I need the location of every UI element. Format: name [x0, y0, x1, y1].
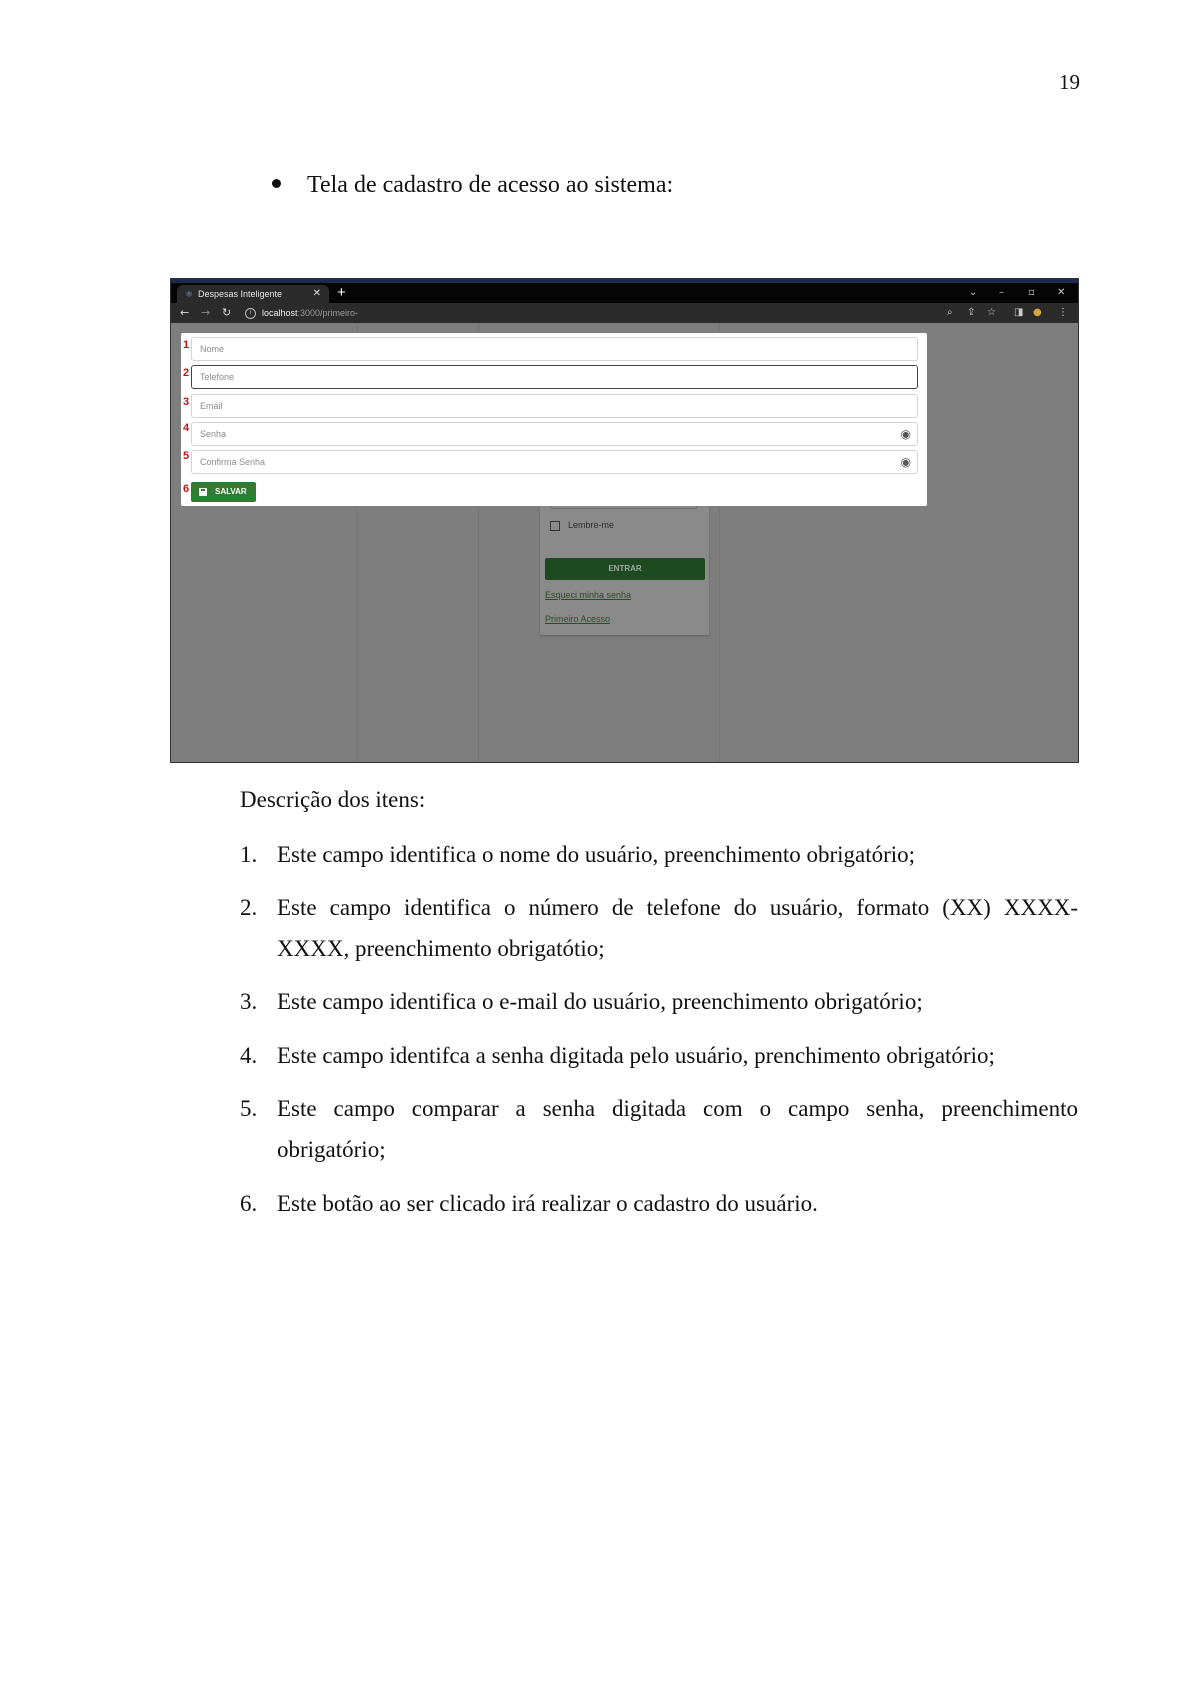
confirm-password-input[interactable]	[191, 450, 918, 474]
first-access-link[interactable]: Primeiro Acesso	[545, 614, 611, 624]
side-panel-icon[interactable]: ◨	[1014, 307, 1024, 318]
page-number: 19	[1059, 70, 1080, 94]
save-button-label: SALVAR	[215, 487, 247, 496]
zoom-icon[interactable]: ⌕	[947, 307, 953, 318]
list-number: 4.	[240, 1043, 258, 1068]
floppy-disk-icon	[199, 488, 207, 496]
confirm-password-placeholder: Confirma Senha	[200, 457, 266, 467]
list-number: 3.	[240, 989, 258, 1014]
list-number: 5.	[240, 1096, 258, 1121]
app-screenshot	[170, 278, 1079, 763]
url-path: :3000/primeiro-	[297, 308, 359, 318]
registration-form	[181, 333, 927, 506]
email-input[interactable]	[191, 394, 918, 418]
list-text: Este botão ao ser clicado irá realizar o cadastro do usuário.	[277, 1191, 818, 1216]
password-input[interactable]	[191, 422, 918, 446]
restore-icon[interactable]: ▫	[1028, 287, 1035, 298]
item-marker-1: 1	[183, 339, 190, 351]
address-bar[interactable]	[245, 306, 385, 320]
login-enter-button[interactable]: ENTRAR	[545, 558, 705, 580]
list-text: Este campo identifica o nome do usuário, preenchimento obrigatório;	[277, 842, 916, 867]
list-item	[240, 887, 1078, 969]
remember-me-label: Lembre-me	[568, 520, 615, 530]
react-icon: ⚛	[185, 289, 194, 299]
tab-title: Despesas Inteligente	[198, 289, 283, 299]
item-marker-4: 4	[183, 422, 190, 434]
list-item	[240, 981, 1078, 1022]
item-marker-5: 5	[183, 450, 190, 462]
reload-icon[interactable]: ↻	[222, 306, 232, 319]
list-text: Este campo comparar a senha digitada com o campo senha, preenchimento obrigatório;	[277, 1096, 1078, 1162]
url-host: localhost	[262, 308, 298, 318]
description-title: Descrição dos itens:	[240, 787, 426, 812]
password-placeholder: Senha	[200, 429, 227, 439]
share-icon[interactable]: ⇪	[967, 307, 976, 318]
back-icon[interactable]: ←	[180, 306, 190, 319]
profile-avatar-icon[interactable]: ●	[1033, 307, 1042, 318]
list-text: Este campo identifca a senha digitada pelo usuário, prenchimento obrigatório;	[277, 1043, 995, 1068]
list-number: 1.	[240, 842, 258, 867]
item-marker-3: 3	[183, 396, 190, 408]
save-button[interactable]	[191, 482, 256, 502]
list-item	[240, 1183, 1078, 1224]
email-placeholder: Email	[200, 401, 223, 411]
item-marker-6: 6	[183, 483, 190, 495]
browser-tab-bar	[171, 283, 1078, 303]
phone-placeholder: Telefone	[200, 372, 235, 382]
eye-icon[interactable]: ◉	[900, 427, 911, 441]
page-viewport	[171, 323, 1078, 762]
menu-kebab-icon[interactable]: ⋮	[1058, 307, 1068, 318]
list-number: 6.	[240, 1191, 258, 1216]
site-info-icon[interactable]: i	[245, 308, 256, 319]
bullet-dot	[272, 179, 281, 188]
list-text-line-1: Este campo identifica o número de telefone do usuário, formato (XX) XXXX-	[277, 895, 1078, 920]
list-text: Este campo identifica o e-mail do usuário, preenchimento obrigatório;	[277, 989, 923, 1014]
bookmark-star-icon[interactable]: ☆	[987, 307, 996, 318]
close-window-icon[interactable]: ✕	[1057, 287, 1066, 298]
list-item	[240, 1088, 1078, 1170]
list-item	[240, 834, 1078, 875]
new-tab-icon[interactable]: +	[337, 284, 346, 301]
name-placeholder: Nome	[200, 344, 225, 354]
section-bullet	[272, 172, 673, 199]
bullet-text: Tela de cadastro de acesso ao sistema:	[307, 172, 674, 198]
tab-close-icon[interactable]: ✕	[312, 288, 321, 299]
minimize-icon[interactable]: –	[999, 287, 1004, 298]
forgot-password-link[interactable]: Esqueci minha senha	[545, 590, 632, 600]
list-text-line-2: XXXX, preenchimento obrigatótio;	[277, 936, 605, 961]
tab-search-icon[interactable]: ⌄	[969, 287, 978, 298]
list-number: 2.	[240, 895, 258, 920]
forward-icon[interactable]: →	[201, 306, 211, 319]
name-input[interactable]	[191, 337, 918, 361]
browser-tab[interactable]	[177, 285, 329, 303]
item-marker-2: 2	[183, 367, 190, 379]
address-toolbar	[171, 303, 1078, 323]
remember-me-checkbox[interactable]	[550, 521, 560, 531]
eye-icon[interactable]: ◉	[900, 455, 911, 469]
list-item	[240, 1035, 1078, 1076]
phone-input[interactable]	[191, 365, 918, 389]
